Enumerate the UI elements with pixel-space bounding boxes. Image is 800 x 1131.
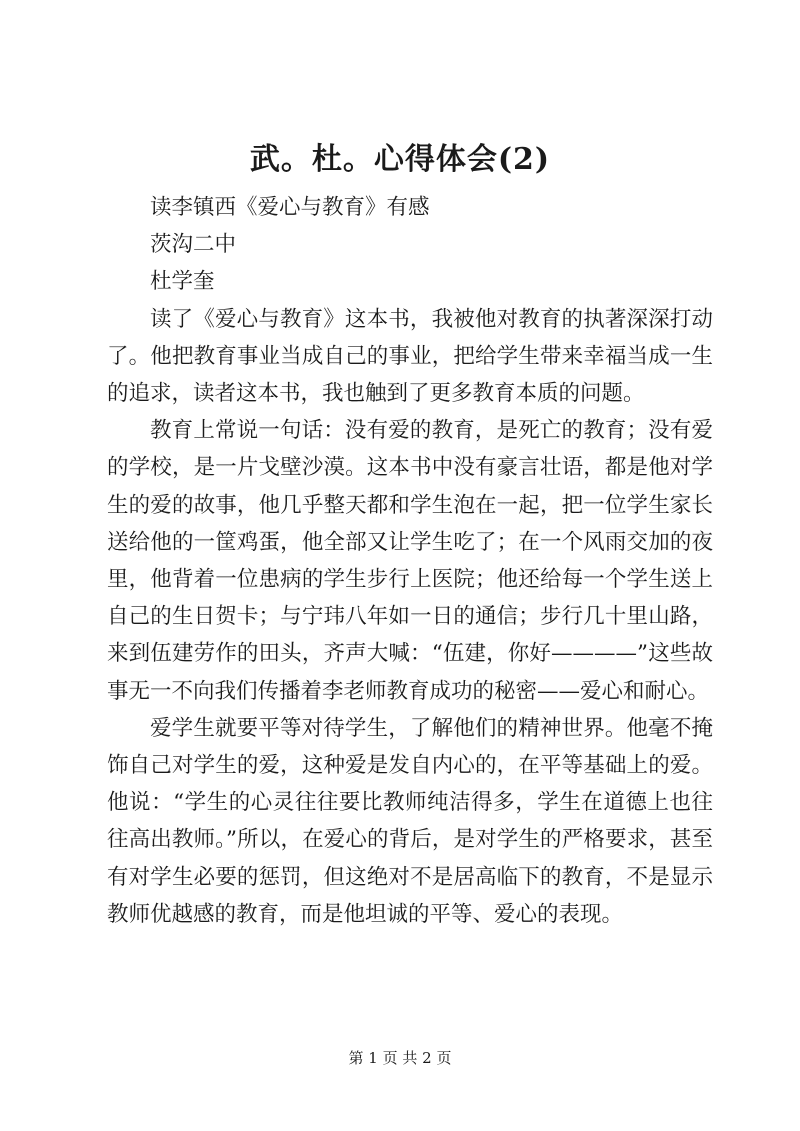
article-subtitle: 读李镇西《爱心与教育》有感 (150, 195, 430, 220)
author-name: 杜学奎 (150, 269, 215, 295)
document-body (107, 189, 713, 933)
page-number-footer: 第 1 页 共 2 页 (348, 1049, 452, 1067)
school-name: 茨沟二中 (150, 232, 237, 258)
body-paragraph: 教育上常说一句话：没有爱的教育，是死亡的教育；没有爱的学校，是一片戈壁沙漠。这本书中没有豪言壮语，都是他对学生的爱的故事，他几乎整天都和学生泡在一起，把一位学生家长送给他的一筐鸡蛋，他全部又让学生吃了；在一个风雨交加的夜里，他背着一位患病的学生步行上医院；他还给每一个学生送上自己的生日贺卡；与宁玮八年如一日的通信；步行几十里山路，来到伍建劳作的田头，齐声大喊：“伍建，你好————”这些故事无一不向我们传播着李老师教育成功的秘密——爱心和耐心。 (107, 418, 713, 704)
body-paragraph: 爱学生就要平等对待学生，了解他们的精神世界。他毫不掩饰自己对学生的爱，这种爱是发自内心的，在平等基础上的爱。他说：“学生的心灵往往要比教师纯洁得多，学生在道德上也往往高出教师。”所以，在爱心的背后，是对学生的严格要求，甚至有对学生必要的惩罚，但这绝对不是居高临下的教育，不是显示教师优越感的教育，而是他坦诚的平等、爱心的表现。 (107, 715, 713, 927)
document-title: 武。杜。心得体会(2) (249, 142, 551, 177)
body-paragraph: 读了《爱心与教育》这本书，我被他对教育的执著深深打动了。他把教育事业当成自己的事业，把给学生带来幸福当成一生的追求，读者这本书，我也触到了更多教育本质的问题。 (107, 306, 713, 407)
